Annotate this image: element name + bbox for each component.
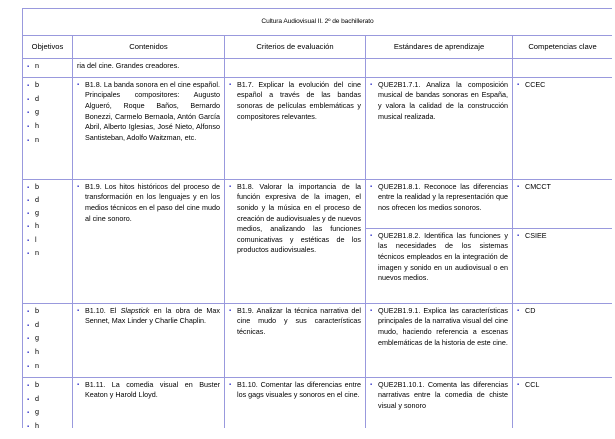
- bullet-square-icon: ▪: [27, 82, 30, 89]
- bullet-square-icon: ▪: [370, 183, 373, 190]
- objetivo-item: ▪ g: [27, 407, 68, 421]
- table-row: [23, 59, 613, 78]
- header-row: [23, 36, 613, 59]
- bullet-square-icon: ▪: [27, 363, 30, 370]
- objetivos-cell: [23, 77, 73, 179]
- objetivo-item: ▪ n: [27, 248, 68, 261]
- contenido-cell: ▪ B1.10. El Slapstick en la obra de Max Sennet, Max Linder y Charlie Chaplin.: [73, 303, 225, 377]
- bullet-square-icon: ▪: [27, 350, 30, 357]
- objetivo-item: ▪ g: [27, 107, 68, 121]
- table-row: [23, 377, 613, 428]
- criterio-cell: ▪ B1.7. Explicar la evolución del cine español a través de las bandas sonoras de películas emblemáticas y compositores relevantes.: [225, 77, 366, 179]
- objetivo-item: ▪ n: [27, 361, 68, 375]
- objetivo-item: ▪ h: [27, 221, 68, 234]
- table-row: [23, 179, 613, 303]
- bullet-square-icon: ▪: [27, 197, 30, 204]
- objetivo-item: ▪ g: [27, 333, 68, 347]
- estandar-cell: ▪ QUE2B1.7.1. Analiza la composición musical de bandas sonoras en España, y valora la calidad de la construcción musical realizada.: [366, 77, 513, 179]
- estandar-cell: ▪ QUE2B1.8.1. Reconoce las diferencias entre la realidad y la representación que nos ofrecen los medios sonoros. ▪ QUE2B1.8.2. Identifica las funciones y las necesidades de los sistemas técnicos empleados en la integración de imagen y sonido en un audiovisual o en nuevos medios.: [366, 179, 513, 303]
- bullet-square-icon: ▪: [77, 183, 80, 190]
- bullet-square-icon: ▪: [27, 124, 30, 131]
- bullet-square-icon: ▪: [229, 81, 232, 88]
- objetivo-item: ▪ l: [27, 235, 68, 248]
- header-competencias: Competencias clave: [513, 36, 613, 59]
- estandar-cell: [366, 59, 513, 78]
- bullet-square-icon: ▪: [27, 250, 30, 257]
- objetivo-item: ▪ n: [27, 61, 68, 75]
- curriculum-table-page: [22, 8, 612, 428]
- bullet-square-icon: ▪: [370, 232, 373, 239]
- bullet-square-icon: ▪: [517, 307, 520, 314]
- objetivo-item: ▪ h: [27, 121, 68, 135]
- estandar-cell: ▪ QUE2B1.9.1. Explica las características principales de la narrativa visual del cine mudo, haciendo referencia a escenas emblemáticas de la historia de este cine.: [366, 303, 513, 377]
- bullet-square-icon: ▪: [370, 381, 373, 388]
- estandar-cell: ▪ QUE2B1.10.1. Comenta las diferencias narrativas entre la comedia de chiste visual y sonoro: [366, 377, 513, 428]
- header-criterios: Criterios de evaluación: [225, 36, 366, 59]
- objetivo-item: ▪ b: [27, 380, 68, 394]
- competencia-cell: ▪ CMCCT ▪ CSIEE: [513, 179, 613, 303]
- objetivo-item: ▪ d: [27, 195, 68, 208]
- competencia-cell: ▪ CCEC: [513, 77, 613, 179]
- bullet-square-icon: ▪: [370, 307, 373, 314]
- bullet-square-icon: ▪: [27, 336, 30, 343]
- bullet-square-icon: ▪: [517, 232, 520, 239]
- objetivo-item: ▪ d: [27, 394, 68, 408]
- bullet-square-icon: ▪: [517, 183, 520, 190]
- objetivo-item: ▪ n: [27, 135, 68, 149]
- criterio-cell: ▪ B1.8. Valorar la importancia de la función expresiva de la imagen, el sonido y la música en el proceso de creación de audiovisuales y de nuevos medios, analizando las funciones comunicativas y estéticas de los productos audiovisuales.: [225, 179, 366, 303]
- curriculum-table: [22, 8, 612, 428]
- table-row: [23, 303, 613, 377]
- bullet-square-icon: ▪: [27, 322, 30, 329]
- contenido-cell: ▪ B1.11. La comedia visual en Buster Keaton y Harold Lloyd.: [73, 377, 225, 428]
- contenido-cell: ▪ B1.9. Los hitos históricos del proceso de transformación en los lenguajes y en los medios técnicos en el paso del cine mudo al cine sonoro.: [73, 179, 225, 303]
- bullet-square-icon: ▪: [517, 81, 520, 88]
- bullet-square-icon: ▪: [27, 96, 30, 103]
- bullet-square-icon: ▪: [27, 396, 30, 403]
- bullet-square-icon: ▪: [77, 381, 80, 388]
- contenido-cell: ▪ B1.8. La banda sonora en el cine español. Principales compositores: Augusto Algueró, Roque Baños, Bernardo Bonezzi, Carmelo Bernaola, Antón García Abril, Alberto Iglesias, José Nieto, Alfonso Santisteban, Adolfo Waitzman, etc.: [73, 77, 225, 179]
- objetivo-item: ▪ d: [27, 94, 68, 108]
- competencia-cell: ▪ CD: [513, 303, 613, 377]
- bullet-square-icon: ▪: [517, 381, 520, 388]
- table-title: Cultura Audiovisual II. 2º de bachillerato: [23, 9, 613, 36]
- bullet-square-icon: ▪: [27, 237, 30, 244]
- bullet-square-icon: ▪: [229, 381, 232, 388]
- objetivo-item: ▪ g: [27, 208, 68, 221]
- bullet-square-icon: ▪: [27, 64, 30, 70]
- objetivos-cell: [23, 179, 73, 303]
- objetivo-item: ▪ b: [27, 80, 68, 94]
- competencia-cell: [513, 59, 613, 78]
- contenido-cell: ria del cine. Grandes creadores.: [73, 59, 225, 78]
- bullet-square-icon: ▪: [370, 81, 373, 88]
- competencia-cell: ▪ CCL: [513, 377, 613, 428]
- table-row: [23, 77, 613, 179]
- bullet-square-icon: ▪: [27, 410, 30, 417]
- objetivo-item: ▪ b: [27, 182, 68, 195]
- objetivo-item: ▪ h: [27, 347, 68, 361]
- header-objetivos: Objetivos: [23, 36, 73, 59]
- bullet-square-icon: ▪: [27, 224, 30, 231]
- header-estandares: Estándares de aprendizaje: [366, 36, 513, 59]
- bullet-square-icon: ▪: [229, 183, 232, 190]
- bullet-square-icon: ▪: [27, 308, 30, 315]
- objetivos-cell: [23, 303, 73, 377]
- objetivos-cell: [23, 377, 73, 428]
- bullet-square-icon: ▪: [27, 382, 30, 389]
- objetivo-item: ▪ b: [27, 306, 68, 320]
- bullet-square-icon: ▪: [77, 307, 80, 314]
- criterio-cell: [225, 59, 366, 78]
- bullet-square-icon: ▪: [77, 81, 80, 88]
- objetivo-item: ▪ d: [27, 320, 68, 334]
- bullet-square-icon: ▪: [27, 137, 30, 144]
- objetivos-cell: [23, 59, 73, 78]
- criterio-cell: ▪ B1.10. Comentar las diferencias entre los gags visuales y sonoros en el cine.: [225, 377, 366, 428]
- bullet-square-icon: ▪: [229, 307, 232, 314]
- bullet-square-icon: ▪: [27, 184, 30, 191]
- bullet-square-icon: ▪: [27, 211, 30, 218]
- bullet-square-icon: ▪: [27, 110, 30, 117]
- objetivo-item: ▪ h: [27, 421, 68, 428]
- criterio-cell: ▪ B1.9. Analizar la técnica narrativa del cine mudo y sus características técnicas.: [225, 303, 366, 377]
- bullet-square-icon: ▪: [27, 424, 30, 428]
- header-contenidos: Contenidos: [73, 36, 225, 59]
